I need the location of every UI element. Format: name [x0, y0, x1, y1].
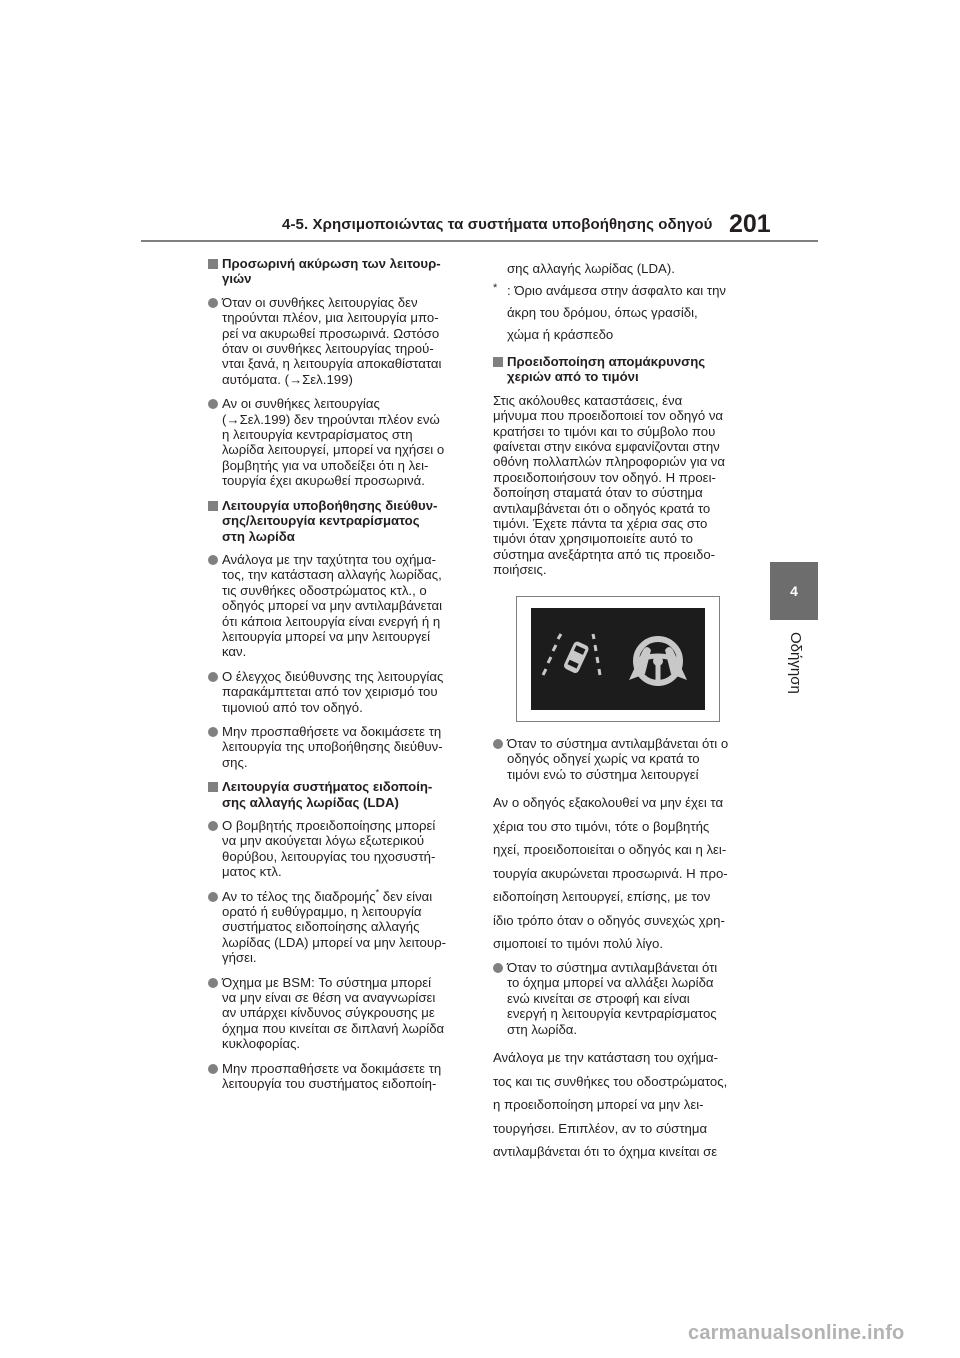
chapter-tab — [770, 562, 818, 620]
page-number: 201 — [729, 210, 771, 238]
right-column — [493, 258, 761, 1168]
watermark: carmanualsonline.info — [688, 1322, 905, 1344]
footnote-mark: * — [493, 282, 498, 294]
footnote-text: : Όριο ανάμεσα στην άσφαλτο και την άκρη του δρόμου, όπως γρασίδι, χώμα ή κράσπεδο — [507, 283, 726, 342]
section-heading-temporary-cancel: Προσωρινή ακύρωση των λειτουρ- γιών — [208, 256, 476, 287]
continued-text: σης αλλαγής λωρίδας (LDA). — [507, 261, 675, 276]
bullet-item: Αν οι συνθήκες λειτουργίας (→Σελ.199) δεν τηρούνται πλέον ενώ η λειτουργία κεντραρίσματος στη λωρίδα λειτουργεί, μπορεί να ηχήσει ο βομβητής για να υποδείξει ότι η λει- τουργία έχει ακυρωθεί προσωρινά. — [208, 396, 476, 488]
header-divider — [141, 240, 818, 242]
bullet-item: Όταν το σύστημα αντιλαμβάνεται ότι το όχημα μπορεί να αλλάξει λωρίδα ενώ κινείται σε στροφή και είναι ενεργή η λειτουργία κεντραρίσματος στη λωρίδα. — [493, 960, 761, 1037]
paragraph: Στις ακόλουθες καταστάσεις, ένα μήνυμα που προειδοποιεί τον οδηγό να κρατήσει το τιμόνι και το σύμβολο που φαίνεται στην εικόνα εμφανίζονται στην οθόνη πολλαπλών πληροφοριών για να προειδοποιήσουν τον οδηγό. Η προει- δοποίηση σταματά όταν το σύστημα αντιλαμβάνεται ότι ο οδηγός κρατά το τιμόνι. Έχετε πάντα τα χέρια σας στο τιμόνι όταν χρησιμοποιείτε αυτό το σύστημα ανεξάρτητα από τις προειδο- ποιήσεις. — [493, 392, 726, 578]
footnote — [493, 280, 761, 346]
paragraph: Ανάλογα με την κατάσταση του οχήμα- τος και τις συνθήκες του οδοστρώματος, η προειδοποίηση μπορεί να μην λει- τουργήσει. Επιπλέον, αν το σύστημα αντιλαμβάνεται ότι το όχημα κινείται σε — [493, 1050, 728, 1160]
section-heading-lda: Λειτουργία συστήματος ειδοποίη- σης αλλαγής λωρίδας (LDA) — [208, 779, 476, 810]
bullet-item: Μην προσπαθήσετε να δοκιμάσετε τη λειτουργία του συστήματος ειδοποίη- — [208, 1061, 476, 1092]
bullet-item: Ο έλεγχος διεύθυνσης της λειτουργίας παρακάμπτεται από τον χειρισμό του τιμονιού από τον οδηγό. — [208, 669, 476, 715]
bullet-item — [208, 889, 476, 966]
lane-departure-icon — [543, 634, 600, 675]
chapter-tab-number: 4 — [790, 583, 798, 599]
section-heading-hands-off-warning: Προειδοποίηση απομάκρυνσης χεριών από το τιμόνι — [493, 354, 761, 385]
multi-information-display — [531, 608, 705, 710]
chapter-tab-label: Οδήγηση — [787, 632, 804, 694]
display-icons — [531, 608, 705, 710]
left-column — [208, 256, 476, 1101]
bullet-item: Μην προσπαθήσετε να δοκιμάσετε τη λειτουργία της υποβοήθησης διεύθυν- σης. — [208, 724, 476, 770]
footnote-mark: * — [375, 887, 380, 898]
bullet-item: Όταν οι συνθήκες λειτουργίας δεν τηρούνται πλέον, μια λειτουργία μπο- ρεί να ακυρωθεί προσωρινά. Ωστόσο όταν οι συνθήκες λειτουργίας τηρού- νται ξανά, η λειτουργία αποκαθίσταται αυτόματα. (→Σελ.199) — [208, 295, 476, 387]
page-header-title: 4-5. Χρησιμοποιώντας τα συστήματα υποβοήθησης οδηγού — [282, 216, 713, 233]
bullet-item: Όταν το σύστημα αντιλαμβάνεται ότι ο οδηγός οδηγεί χωρίς να κρατά το τιμόνι ενώ το σύστημα λειτουργεί — [493, 736, 761, 782]
bullet-item: Ανάλογα με την ταχύτητα του οχήμα- τος, την κατάσταση αλλαγής λωρίδας, τις συνθήκες οδοστρώματος κτλ., ο οδηγός μπορεί να μην αντιλαμβάνεται ότι κάποια λειτουργία είναι ενεργή ή η λειτουργία μπορεί να μην λειτουργεί καν. — [208, 552, 476, 660]
paragraph: Αν ο οδηγός εξακολουθεί να μην έχει τα χέρια του στο τιμόνι, τότε ο βομβητής ηχεί, προειδοποιείται ο οδηγός και η λει- τουργία ακυρώνεται προσωρινά. Η προ- ειδοποίηση λειτουργεί, επίσης, με τον ίδιο τρόπο όταν ο οδηγός συνεχώς χρη- σιμοποιεί το τιμόνι πολύ λίγο. — [493, 794, 728, 952]
warning-display-figure — [516, 596, 720, 722]
bullet-text: δεν είναι ορατό ή ευθύγραμμο, η λειτουργία συστήματος ειδοποίησης αλλαγής λωρίδας (LDA) μπορεί να μην λειτουρ- γήσει. — [222, 888, 446, 966]
bullet-text: Αν το τέλος της διαδρομής — [222, 888, 376, 904]
bullet-item: Ο βομβητής προειδοποίησης μπορεί να μην ακούγεται λόγω εξωτερικού θορύβου, λειτουργίας του ηχοσυστή- ματος κτλ. — [208, 818, 476, 880]
bullet-item: Όχημα με BSM: Το σύστημα μπορεί να μην είναι σε θέση να αναγνωρίσει αν υπάρχει κίνδυνος σύγκρουσης με όχημα που κινείται σε διπλανή λωρίδα κυκλοφορίας. — [208, 975, 476, 1052]
section-heading-steering-assist: Λειτουργία υποβοήθησης διεύθυν- σης/λειτουργία κεντραρίσματος στη λωρίδα — [208, 498, 476, 544]
hands-on-wheel-icon — [629, 639, 687, 683]
